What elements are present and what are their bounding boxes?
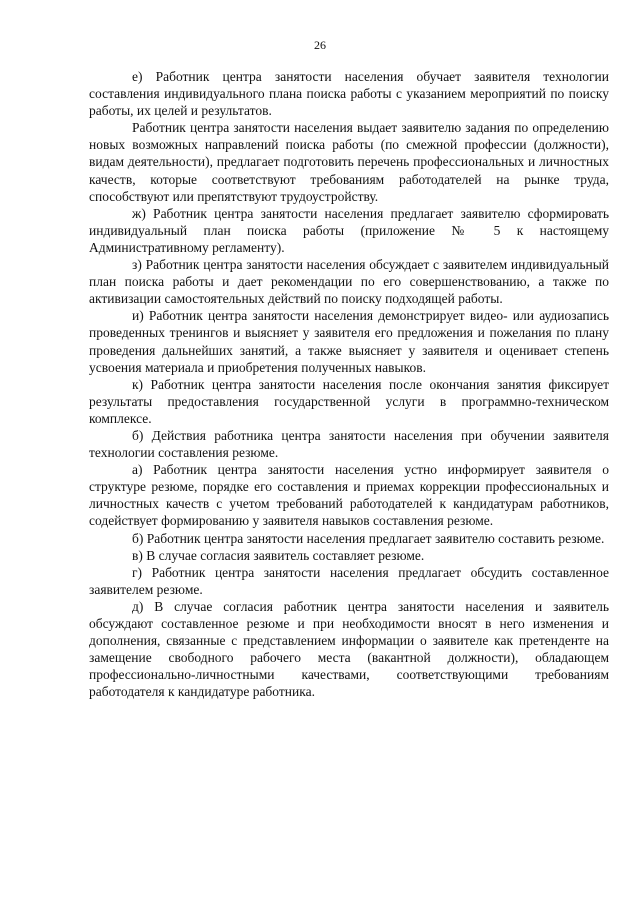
paragraph-d-edit-resume: д) В случае согласия работник центра занятости населения и заявитель обсуждают составленное резюме и при необходимости вносят в него изменения и дополнения, связанные с представлением информации о заявителе как претенденте на замещение свободного рабочего места (вакантной должности), обладающем профессионально-личностными качествами, соответствующими требованиям работодателя к кандидатуре работника.: [89, 598, 609, 700]
paragraph-v-consent: в) В случае согласия заявитель составляет резюме.: [132, 547, 425, 563]
paragraph-zh-form-plan: ж) Работник центра занятости населения предлагает заявителю сформировать индивидуальный план поиска работы (приложение № 5 к настоящему Административному регламенту).: [89, 205, 609, 255]
document-body: [89, 68, 609, 700]
paragraph-z-discuss-plan: з) Работник центра занятости населения обсуждает с заявителем индивидуальный план поиска работы и дает рекомендации по его совершенствованию, а также по активизации самостоятельных действий по поиску подходящей работы.: [89, 257, 609, 307]
page-number: 26: [314, 38, 326, 52]
paragraph-a-resume-structure: а) Работник центра занятости населения устно информирует заявителя о структуре резюме, порядке его составления и приемах коррекции профессиональных и личностных качеств с учетом требований работодателей к кандидатурам работников, содействует формированию у заявителя навыков составления резюме.: [89, 462, 609, 529]
paragraph-e-training-plan: е) Работник центра занятости населения обучает заявителя технологии составления индивидуального плана поиска работы с указанием мероприятий по поиску работы, их целей и результатов.: [89, 69, 609, 119]
paragraph-i-video-demo: и) Работник центра занятости населения демонстрирует видео- или аудиозапись проведенных тренингов и выясняет у заявителя его предложения и пожелания по плану проведения дальнейших занятий, а также выясняет у заявителя и оценивает степень усвоения материала и приобретения полученных навыков.: [89, 308, 609, 375]
paragraph-6-resume-training: б) Действия работника центра занятости населения при обучении заявителя технологии составления резюме.: [89, 427, 609, 461]
paragraph-k-record-results: к) Работник центра занятости населения после окончания занятия фиксирует результаты предоставления государственной услуги в программно-техническом комплексе.: [89, 376, 609, 426]
paragraph-b-compose-resume: б) Работник центра занятости населения предлагает заявителю составить резюме.: [132, 530, 605, 546]
paragraph-g-discuss-resume: г) Работник центра занятости населения предлагает обсудить составленное заявителем резюме.: [89, 564, 609, 597]
paragraph-assignments: Работник центра занятости населения выдает заявителю задания по определению новых возможных направлений поиска работы (по смежной профессии (должности), видам деятельности), предлагает подготовить перечень профессиональных и личностных качеств, которые соответствуют требованиям работодателей на рынке труда, способствуют или препятствуют трудоустройству.: [89, 120, 609, 204]
